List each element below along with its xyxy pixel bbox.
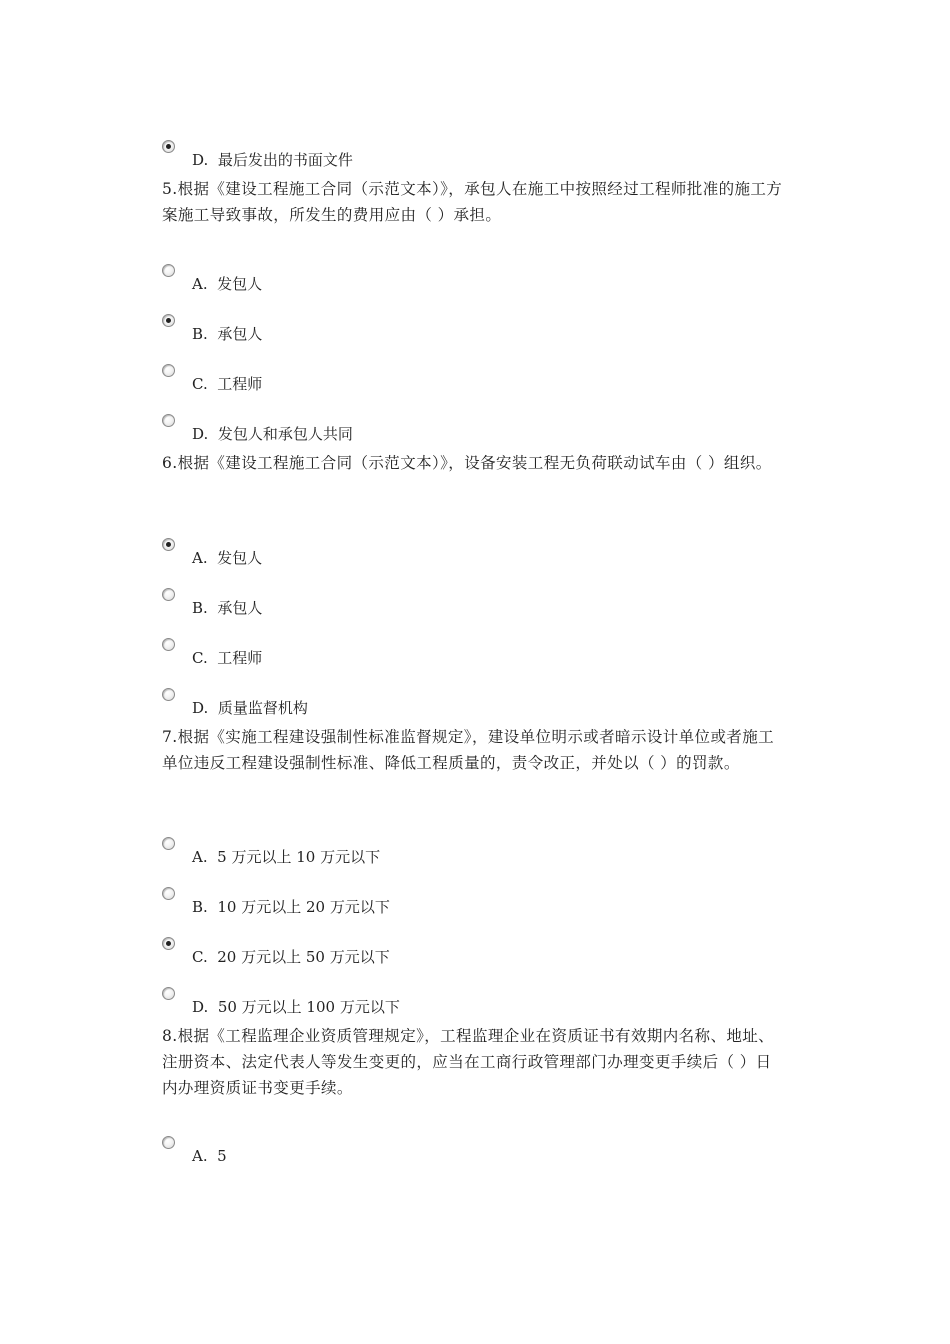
- option-q6-c[interactable]: [162, 638, 782, 668]
- option-q5-d[interactable]: [162, 414, 782, 444]
- option-letter: A.: [192, 549, 208, 567]
- option-label: 承包人: [217, 599, 263, 617]
- radio-button[interactable]: [162, 887, 175, 900]
- option-letter: A.: [192, 1147, 208, 1165]
- option-q5-c[interactable]: [162, 364, 782, 394]
- option-letter: B.: [192, 599, 208, 617]
- radio-button[interactable]: [162, 1136, 175, 1149]
- option-label: 承包人: [217, 325, 263, 343]
- option-label: 质量监督机构: [217, 699, 308, 717]
- question-6: 6.根据《建设工程施工合同（示范文本）》，设备安装工程无负荷联动试车由（ ）组织。: [162, 454, 772, 472]
- option-label: 10 万元以上 20 万元以下: [217, 898, 390, 916]
- option-letter: A.: [192, 848, 208, 866]
- option-label: 工程师: [217, 375, 263, 393]
- option-letter: D.: [192, 425, 209, 443]
- radio-button-checked[interactable]: [162, 140, 175, 153]
- option-letter: D.: [192, 151, 209, 169]
- option-letter: C.: [192, 375, 208, 393]
- question-5: 5.根据《建设工程施工合同（示范文本）》，承包人在施工中按照经过工程师批准的施工方案施工导致事故，所发生的费用应由（ ）承担。: [162, 180, 783, 224]
- option-q7-b[interactable]: [162, 887, 782, 917]
- option-label: 发包人和承包人共同: [217, 425, 353, 443]
- option-q7-c[interactable]: [162, 937, 782, 967]
- question-7: 7.根据《实施工程建设强制性标准监督规定》，建设单位明示或者暗示设计单位或者施工单位违反工程建设强制性标准、降低工程质量的，责令改正，并处以（ ）的罚款。: [162, 728, 775, 772]
- radio-button[interactable]: [162, 414, 175, 427]
- option-label: 20 万元以上 50 万元以下: [217, 948, 390, 966]
- option-q6-a[interactable]: [162, 538, 782, 568]
- option-letter: D.: [192, 998, 209, 1016]
- radio-button[interactable]: [162, 987, 175, 1000]
- radio-button-checked[interactable]: [162, 314, 175, 327]
- option-q5-b[interactable]: [162, 314, 782, 344]
- option-letter: A.: [192, 275, 208, 293]
- option-q6-b[interactable]: [162, 588, 782, 618]
- radio-button[interactable]: [162, 364, 175, 377]
- option-letter: B.: [192, 325, 208, 343]
- option-q7-d[interactable]: [162, 987, 782, 1017]
- option-q7-a[interactable]: [162, 837, 782, 867]
- radio-button[interactable]: [162, 688, 175, 701]
- option-letter: C.: [192, 649, 208, 667]
- option-label: 发包人: [217, 275, 263, 293]
- option-q8-a[interactable]: [162, 1136, 782, 1166]
- option-letter: C.: [192, 948, 208, 966]
- radio-button-checked[interactable]: [162, 937, 175, 950]
- question-8: 8.根据《工程监理企业资质管理规定》，工程监理企业在资质证书有效期内名称、地址、注册资本、法定代表人等发生变更的，应当在工商行政管理部门办理变更手续后（ ）日内办理资质证书变更手续。: [162, 1027, 775, 1097]
- option-letter: B.: [192, 898, 208, 916]
- option-label: 最后发出的书面文件: [217, 151, 353, 169]
- option-label: 5 万元以上 10 万元以下: [217, 848, 381, 866]
- option-q6-d[interactable]: [162, 688, 782, 718]
- option-q5-a[interactable]: [162, 264, 782, 294]
- radio-button[interactable]: [162, 837, 175, 850]
- option-label: 发包人: [217, 549, 263, 567]
- option-q4-d[interactable]: [162, 140, 782, 170]
- radio-button[interactable]: [162, 638, 175, 651]
- radio-button[interactable]: [162, 264, 175, 277]
- radio-button[interactable]: [162, 588, 175, 601]
- option-label: 5: [217, 1147, 227, 1165]
- option-label: 工程师: [217, 649, 263, 667]
- option-label: 50 万元以上 100 万元以下: [217, 998, 400, 1016]
- radio-button-checked[interactable]: [162, 538, 175, 551]
- option-letter: D.: [192, 699, 209, 717]
